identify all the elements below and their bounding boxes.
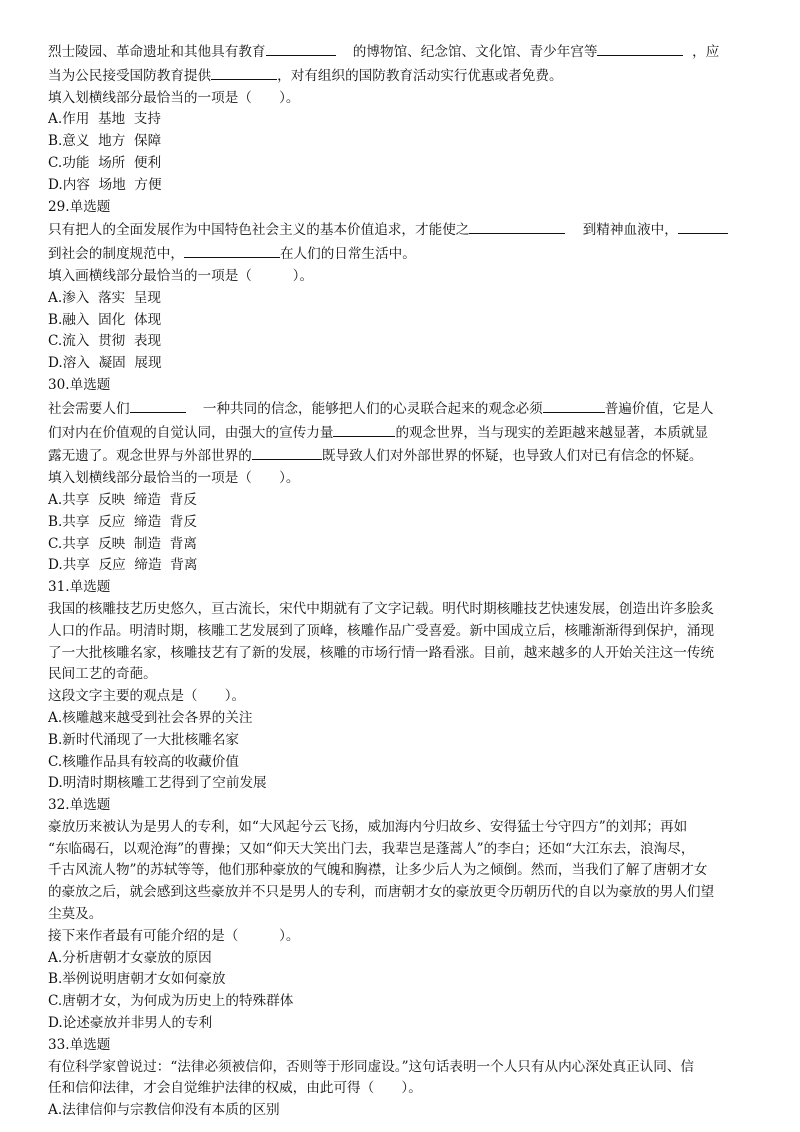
option-b[interactable]: B.共享 反应 缔造 背反: [48, 513, 197, 530]
option-c[interactable]: C.功能 场所 便利: [48, 154, 162, 171]
option-d[interactable]: D.内容 场地 方便: [48, 176, 162, 193]
stem-text: 露无遗了。观念世界与外部世界的: [48, 448, 252, 465]
stem-text: 当为公民接受国防教育提供: [48, 67, 212, 84]
option-b[interactable]: B.融入 固化 体现: [48, 311, 162, 328]
stem-text: 普遍价值，它是人: [604, 400, 714, 417]
question-stem-line: [48, 218, 752, 242]
question-stem-line: [48, 397, 752, 421]
passage-line: 人口的作品。明清时期，核雕工艺发展到了顶峰，核雕作品广受喜爱。新中国成立后，核雕渐渐得到保护，涌现: [48, 622, 715, 639]
question-prompt: 接下来作者最有可能介绍的是（ ）。: [48, 927, 300, 944]
option-c[interactable]: C.核雕作品具有较高的收藏价值: [48, 753, 239, 770]
question-header: 29.单选题: [48, 198, 111, 215]
answer-blank: [597, 40, 683, 56]
answer-blank: [333, 421, 395, 437]
answer-blank: [543, 397, 605, 413]
question-prompt: 填入画横线部分最恰当的一项是（ ）。: [48, 267, 314, 284]
question-33: [48, 1035, 752, 1122]
option-a[interactable]: A.作用 基地 支持: [48, 111, 161, 128]
question-header: 32.单选题: [48, 797, 111, 814]
question-prompt: 填入划横线部分最恰当的一项是（ ）。: [48, 89, 300, 106]
question-header: 31.单选题: [48, 579, 111, 596]
stem-text: 在人们的日常生活中。: [279, 246, 416, 263]
passage-line: 了一大批核雕名家，核雕技艺有了新的发展，核雕的市场行情一路看涨。目前，越来越多的人开始关注这一传统: [48, 644, 715, 661]
stem-text: 到精神血液中，: [582, 222, 678, 239]
answer-blank: [266, 40, 336, 56]
option-a[interactable]: A.核雕越来越受到社会各界的关注: [48, 709, 253, 726]
option-b[interactable]: B.意义 地方 保障: [48, 133, 162, 150]
answer-blank: [252, 444, 322, 460]
stem-text: 社会需要人们: [48, 400, 130, 417]
exam-page: [48, 40, 752, 1122]
passage-line: “东临碣石，以观沧海”的曹操；又如“仰天大笑出门去，我辈岂是蓬蒿人”的李白；还如“大江东去，浪淘尽，: [48, 840, 695, 857]
option-d[interactable]: D.论述豪放并非男人的专利: [48, 1015, 213, 1032]
passage-line: 我国的核雕技艺历史悠久，亘古流长，宋代中期就有了文字记载。明代时期核雕技艺快速发展，创造出许多脍炙: [48, 600, 715, 617]
answer-blank: [469, 218, 565, 234]
question-header: 30.单选题: [48, 376, 111, 393]
question-prompt: 这段文字主要的观点是（ ）。: [48, 688, 246, 705]
question-prompt: 填入划横线部分最恰当的一项是（ ）。: [48, 470, 300, 487]
question-31: [48, 577, 752, 795]
stem-text: 们对内在价值观的自觉认同，由强大的宣传力量: [48, 424, 334, 441]
option-b[interactable]: B.举例说明唐朝才女如何豪放: [48, 971, 226, 988]
question-stem-line: [48, 64, 752, 88]
stem-text: 的观念世界，当与现实的差距越来越显著，本质就显: [395, 424, 709, 441]
stem-text: 只有把人的全面发展作为中国特色社会主义的基本价值追求，才能使之: [48, 222, 470, 239]
passage-line: 任和信仰法律，才会自觉维护法律的权威，由此可得（ ）。: [48, 1080, 422, 1097]
answer-blank: [678, 218, 728, 234]
answer-blank: [130, 397, 186, 413]
stem-text: ，应: [692, 44, 720, 60]
option-a[interactable]: A.渗入 落实 呈现: [48, 289, 161, 306]
answer-blank: [211, 64, 277, 80]
passage-line: 的豪放之后，就会感到这些豪放并不只是男人的专利，而唐朝才女的豪放更令历朝历代的自以为豪放的男人们望: [48, 884, 715, 901]
passage-line: 有位科学家曾说过：“法律必须被信仰，否则等于形同虚设。”这句话表明一个人只有从内心深处真正认同、信: [48, 1058, 695, 1075]
option-d[interactable]: D.明清时期核雕工艺得到了空前发展: [48, 775, 267, 792]
option-d[interactable]: D.溶入 凝固 展现: [48, 355, 162, 372]
question-29: [48, 197, 752, 375]
stem-text: ，对有组织的国防教育活动实行优惠或者免费。: [277, 67, 563, 84]
option-c[interactable]: C.流入 贯彻 表现: [48, 333, 162, 350]
stem-text: 烈士陵园、革命遗址和其他具有教育: [48, 44, 266, 60]
stem-text: 到社会的制度规范中，: [48, 246, 184, 263]
option-b[interactable]: B.新时代涌现了一大批核雕名家: [48, 731, 240, 748]
question-stem-line: [48, 421, 752, 445]
question-stem-line: [48, 444, 752, 468]
stem-text: 一种共同的信念，能够把人们的心灵联合起来的观念必须: [202, 400, 543, 417]
option-c[interactable]: C.唐朝才女，为何成为历史上的特殊群体: [48, 993, 294, 1010]
stem-text: 既导致人们对外部世界的怀疑，也导致人们对已有信念的怀疑。: [321, 448, 703, 465]
question-stem-line: [48, 242, 752, 266]
question-header: 33.单选题: [48, 1036, 111, 1053]
answer-blank: [184, 242, 280, 258]
question-28: [48, 40, 752, 197]
passage-line: 千古风流人物”的苏轼等等，他们那种豪放的气魄和胸襟，让多少后人为之倾倒。然而，当我们了解了唐朝才女: [48, 862, 708, 879]
question-32: [48, 795, 752, 1035]
question-stem-line: [48, 40, 752, 64]
option-a[interactable]: A.共享 反映 缔造 背反: [48, 491, 197, 508]
passage-line: 豪放历来被认为是男人的专利，如“大风起兮云飞扬，威加海内兮归故乡、安得猛士兮守四方”的刘邦；再如: [48, 818, 688, 835]
stem-text: 的博物馆、纪念馆、文化馆、青少年宫等: [352, 44, 598, 60]
option-c[interactable]: C.共享 反映 制造 背离: [48, 535, 197, 552]
question-30: [48, 375, 752, 577]
option-a[interactable]: A.法律信仰与宗教信仰没有本质的区别: [48, 1102, 280, 1119]
passage-line: 尘莫及。: [48, 906, 103, 923]
passage-line: 民间工艺的奇葩。: [48, 666, 157, 683]
option-a[interactable]: A.分析唐朝才女豪放的原因: [48, 949, 212, 966]
option-d[interactable]: D.共享 反应 缔造 背离: [48, 557, 198, 574]
